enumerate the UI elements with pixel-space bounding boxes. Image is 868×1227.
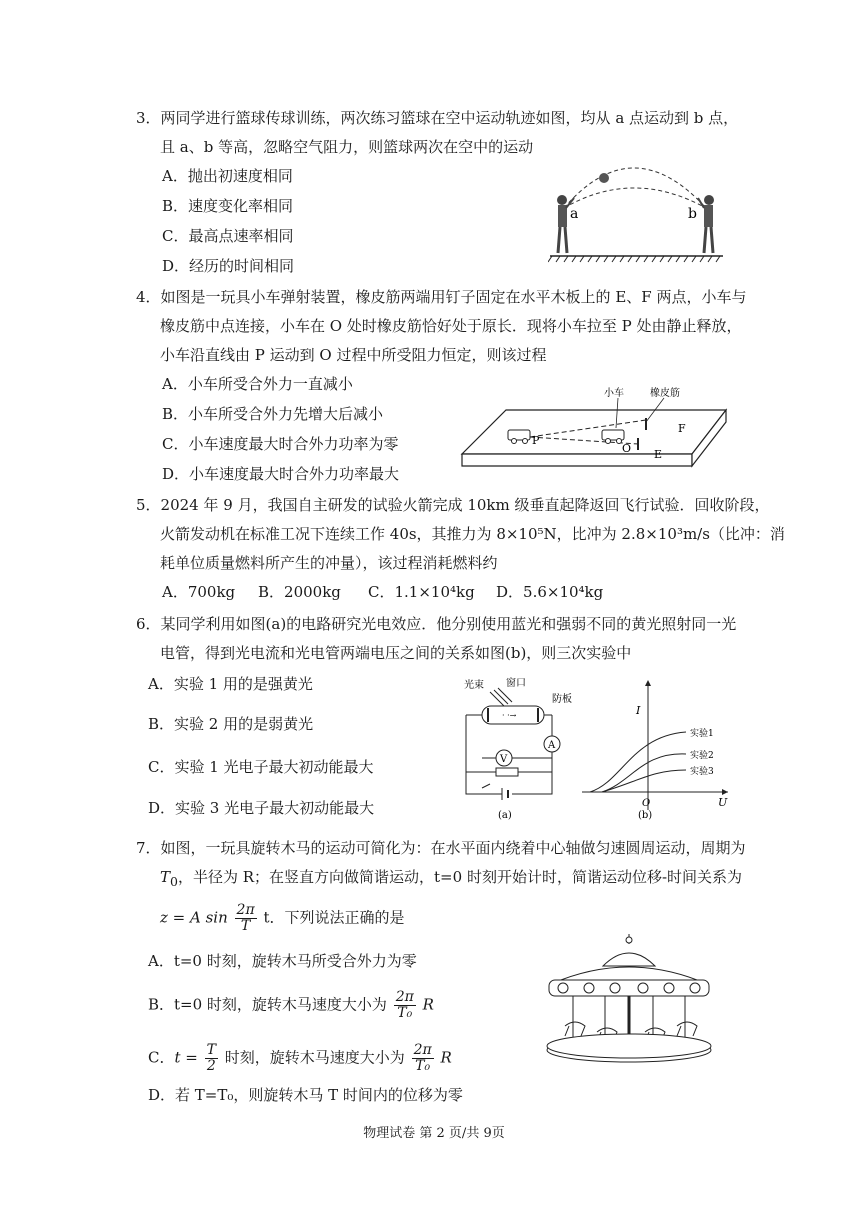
q4-stem-line3: 小车沿直线由 P 运动到 O 过程中所受阻力恒定，则该过程 bbox=[160, 346, 547, 364]
carousel-canopy bbox=[549, 980, 709, 996]
point-p-label: P bbox=[532, 434, 540, 447]
origin-label: O bbox=[642, 798, 651, 809]
q3-option-c[interactable]: C．最高点速率相同 bbox=[162, 227, 294, 245]
q7-formula-line: z = A sin $\frac{2\pi}{T}$ t．下列说法正确的是 bbox=[160, 902, 405, 934]
q7-stem-line2: $T_0$，半径为 R；在竖直方向做简谐运动，t=0 时刻开始计时，简谐运动位移-时间关系为 bbox=[160, 868, 743, 889]
q6-option-c[interactable]: C．实验 1 光电子最大初动能最大 bbox=[148, 758, 374, 776]
band-label: 橡皮筋 bbox=[650, 388, 680, 399]
q5-option-b[interactable]: B．2000kg bbox=[258, 583, 341, 601]
point-a-label: a bbox=[570, 206, 579, 222]
curve-experiment-1 bbox=[590, 732, 686, 792]
q3-option-b[interactable]: B．速度变化率相同 bbox=[162, 197, 294, 215]
q4-stem-line2: 橡皮筋中点连接，小车在 O 处时橡皮筋恰好处于原长．现将小车拉至 P 处由静止释放， bbox=[160, 317, 742, 335]
formula-fraction: $\frac{2\pi}{T}$ bbox=[236, 902, 255, 934]
figure-b-label: (b) bbox=[638, 810, 653, 821]
figure-a-label: (a) bbox=[498, 810, 512, 821]
curve-experiment-3 bbox=[602, 770, 686, 792]
q4-option-c[interactable]: C．小车速度最大时合外力功率为零 bbox=[162, 435, 399, 453]
q4-option-b[interactable]: B．小车所受合外力先增大后减小 bbox=[162, 405, 384, 423]
car-label: 小车 bbox=[604, 388, 624, 399]
voltage-axis-label: U bbox=[718, 796, 728, 809]
q5-option-a[interactable]: A．700kg bbox=[162, 583, 236, 601]
point-b-label: b bbox=[688, 206, 697, 222]
q7-option-d[interactable]: D．若 T=T₀，则旋转木马 T 时间内的位移为零 bbox=[148, 1086, 463, 1104]
point-e-label: E bbox=[654, 448, 663, 461]
q3-option-d[interactable]: D．经历的时间相同 bbox=[162, 257, 295, 275]
q3-stem-line1: 3．两同学进行篮球传球训练，两次练习篮球在空中运动轨迹如图，均从 a 点运动到 b 点， bbox=[136, 109, 739, 127]
q4-option-d[interactable]: D．小车速度最大时合外力功率最大 bbox=[162, 465, 400, 483]
q7-option-b[interactable]: B．t=0 时刻，旋转木马速度大小为 $\frac{2\pi}{\text{T₀}}$ R bbox=[148, 989, 434, 1021]
q5-option-c[interactable]: C．1.1×10⁴kg bbox=[368, 583, 475, 601]
page-footer: 物理试卷 第 2 页/共 9页 bbox=[363, 1126, 505, 1141]
q5-stem-line2: 火箭发动机在标准工况下连续工作 40s，其推力为 8×10⁵N，比冲为 2.8×10³m/s（比冲：消 bbox=[160, 525, 785, 543]
photoelectric-figure bbox=[462, 672, 732, 824]
basketball-figure bbox=[548, 158, 728, 270]
q6-option-a[interactable]: A．实验 1 用的是强黄光 bbox=[148, 675, 313, 693]
q7-stem-line1: 7．如图，一玩具旋转木马的运动可简化为：在水平面内绕着中心轴做匀速圆周运动，周期为 bbox=[136, 839, 746, 857]
q6-stem-line2: 电管，得到光电流和光电管两端电压之间的关系如图(b)，则三次实验中 bbox=[160, 644, 632, 662]
q6-option-d[interactable]: D．实验 3 光电子最大初动能最大 bbox=[148, 799, 375, 817]
window-label: 窗口 bbox=[506, 678, 526, 689]
q5-option-d[interactable]: D．5.6×10⁴kg bbox=[496, 583, 604, 601]
svg-text:· ·→: · ·→ bbox=[502, 711, 517, 720]
q7-option-a[interactable]: A．t=0 时刻，旋转木马所受合外力为零 bbox=[148, 952, 417, 970]
voltmeter-label: V bbox=[500, 754, 508, 765]
q4-stem-line1: 4．如图是一玩具小车弹射装置，橡皮筋两端用钉子固定在水平木板上的 E、F 两点，小车与 bbox=[136, 288, 747, 306]
q5-stem-line3: 耗单位质量燃料所产生的冲量），该过程消耗燃料约 bbox=[160, 554, 498, 572]
q6-stem-line1: 6．某同学利用如图(a)的电路研究光电效应．他分别使用蓝光和强弱不同的黄光照射同一光 bbox=[136, 615, 737, 633]
q3-stem-line2: 且 a、b 等高，忽略空气阻力，则篮球两次在空中的运动 bbox=[160, 138, 534, 156]
carousel-figure bbox=[543, 932, 715, 1068]
point-f-label: F bbox=[678, 422, 686, 435]
experiment-3-label: 实验3 bbox=[690, 767, 714, 777]
q5-stem-line1: 5．2024 年 9 月，我国自主研发的试验火箭完成 10km 级垂直起降返回飞行试验．回收阶段， bbox=[136, 496, 770, 514]
light-beam-label: 光束 bbox=[464, 680, 484, 691]
experiment-1-label: 实验1 bbox=[690, 729, 714, 739]
point-o-label: O bbox=[622, 442, 632, 455]
q3-option-a[interactable]: A．抛出初速度相同 bbox=[162, 167, 293, 185]
q6-option-b[interactable]: B．实验 2 用的是弱黄光 bbox=[148, 715, 314, 733]
basketball-icon bbox=[599, 173, 609, 183]
shield-label: 防板 bbox=[552, 694, 572, 705]
toy-car-figure bbox=[460, 382, 728, 474]
ammeter-label: A bbox=[548, 740, 556, 751]
horse-icon bbox=[565, 1022, 585, 1036]
experiment-2-label: 实验2 bbox=[690, 751, 714, 761]
q4-option-a[interactable]: A．小车所受合外力一直减小 bbox=[162, 375, 353, 393]
curve-experiment-2 bbox=[602, 754, 686, 792]
current-axis-label: I bbox=[636, 704, 641, 717]
q7-option-c[interactable]: C．t = $\frac{T}{2}$ 时刻，旋转木马速度大小为 $\frac{2\pi}{\text{T₀}}$ R bbox=[148, 1042, 452, 1074]
